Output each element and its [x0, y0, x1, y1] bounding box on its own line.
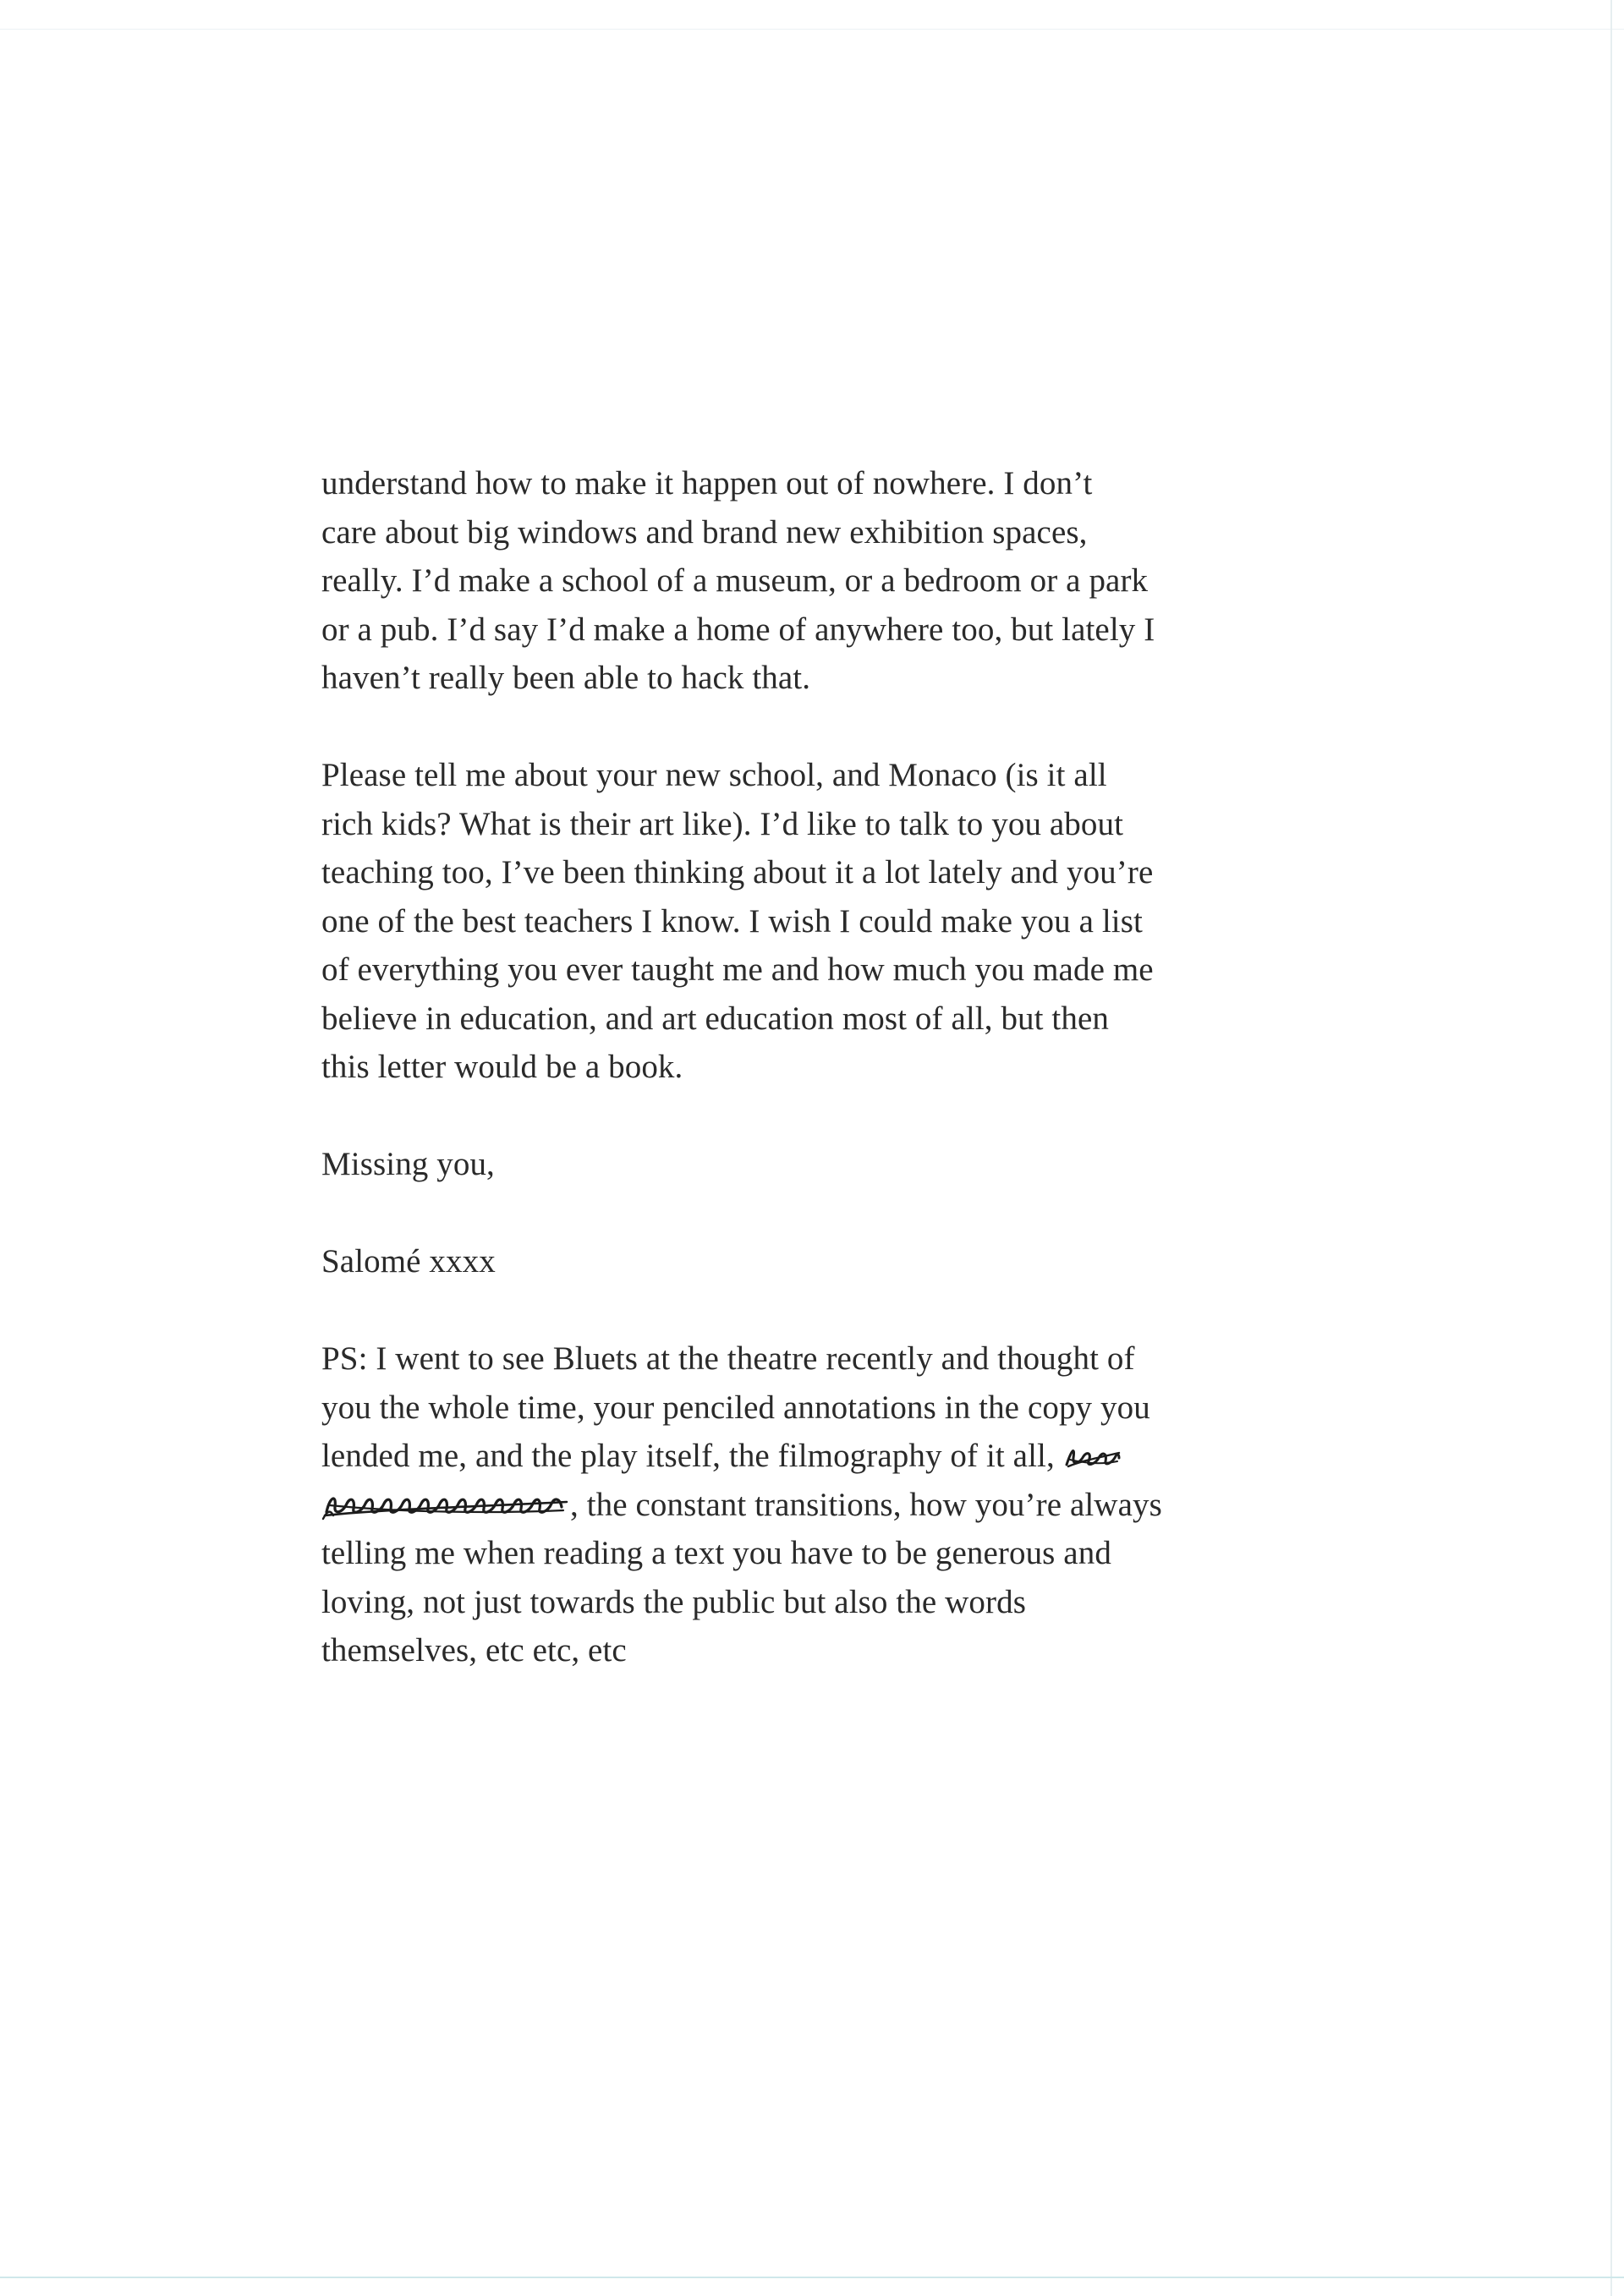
text-line: haven’t really been able to hack that. — [321, 660, 811, 696]
text-fragment: , the constant transitions, how you’re always — [570, 1486, 1162, 1523]
text-fragment: lended me, and the play itself, the filmography of it all, — [321, 1438, 1055, 1474]
scribble-icon — [1063, 1441, 1122, 1475]
text-line: telling me when reading a text you have to be generous and — [321, 1535, 1111, 1571]
text-line: understand how to make it happen out of nowhere. I don’t — [321, 465, 1093, 501]
signature — [321, 1237, 1277, 1286]
text-line: one of the best teachers I know. I wish I could make you a list — [321, 902, 1143, 940]
text-line: themselves, etc etc, etc — [321, 1632, 627, 1669]
scan-edge-top — [0, 29, 1624, 30]
text-line-with-strike — [321, 1432, 1277, 1481]
handwritten-strikeout-2 — [321, 1481, 570, 1530]
paragraph-2 — [321, 751, 1277, 1092]
text-line: or a pub. I’d say I’d make a home of anywhere too, but lately I — [321, 611, 1155, 648]
text-line: rich kids? What is their art like). I’d like to talk to you about — [321, 805, 1124, 842]
scan-edge-bottom — [0, 2277, 1624, 2278]
scan-edge-right — [1610, 0, 1612, 2296]
paragraph-1 — [321, 459, 1277, 703]
text-line: believe in education, and art education most of all, but then — [321, 1000, 1109, 1037]
closing — [321, 1140, 1277, 1189]
text-line: you the whole time, your penciled annotations in the copy you — [321, 1389, 1150, 1426]
text-line: really. I’d make a school of a museum, or a bedroom or a park — [321, 562, 1149, 599]
text-line: of everything you ever taught me and how much you made me — [321, 951, 1154, 988]
scribble-icon — [321, 1487, 570, 1524]
text-line-with-strike — [321, 1481, 1277, 1530]
text-line: Please tell me about your new school, and Monaco (is it all — [321, 757, 1107, 793]
signature-text: Salomé xxxx — [321, 1243, 496, 1280]
letter-body — [321, 459, 1277, 1723]
postscript — [321, 1334, 1277, 1675]
handwritten-strikeout-1 — [1063, 1432, 1122, 1481]
text-line: PS: I went to see Bluets at the theatre recently and thought of — [321, 1340, 1135, 1377]
closing-text: Missing you, — [321, 1146, 495, 1182]
text-line: care about big windows and brand new exhibition spaces, — [321, 513, 1088, 551]
text-line: this letter would be a book. — [321, 1049, 683, 1085]
text-line: loving, not just towards the public but also the words — [321, 1583, 1026, 1620]
text-line: teaching too, I’ve been thinking about it a lot lately and you’re — [321, 854, 1154, 890]
